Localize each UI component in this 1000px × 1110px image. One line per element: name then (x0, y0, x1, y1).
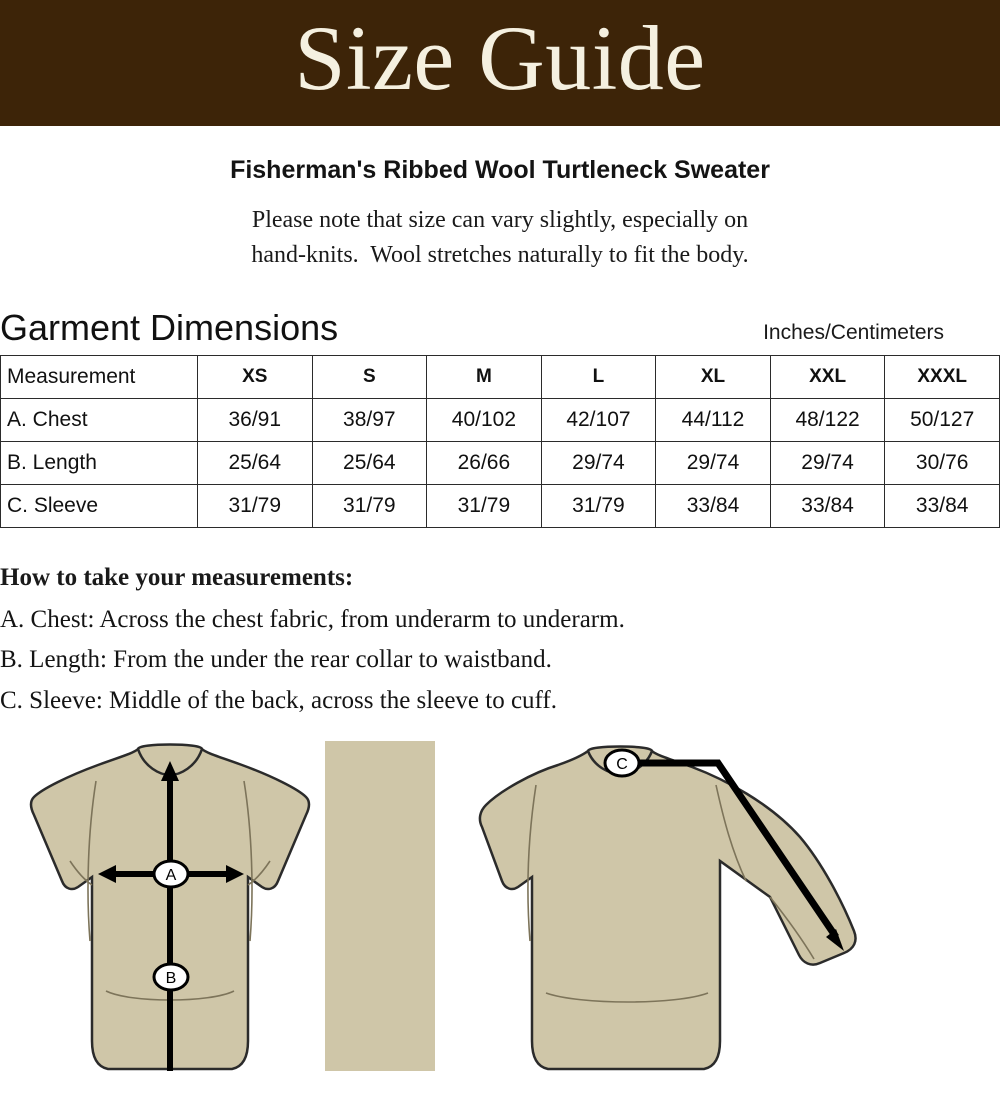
cell-chest-xxl: 48/122 (770, 398, 885, 441)
size-note (0, 203, 1000, 273)
garment-dimensions-title: Garment Dimensions (0, 306, 339, 348)
table-row (1, 398, 1000, 441)
cell-length-xl: 29/74 (656, 441, 771, 484)
cell-chest-l: 42/107 (541, 398, 656, 441)
cell-chest-xs: 36/91 (197, 398, 312, 441)
column-header-xxl: XXL (770, 355, 885, 398)
cell-length-l: 29/74 (541, 441, 656, 484)
column-header-xs: XS (197, 355, 312, 398)
marker-c-label: C (616, 756, 628, 774)
marker-b-label: B (165, 970, 177, 988)
product-name: Fisherman's Ribbed Wool Turtleneck Sweater (230, 156, 770, 184)
cell-length-s: 25/64 (312, 441, 427, 484)
header-banner (0, 0, 1000, 126)
cell-chest-xl: 44/112 (656, 398, 771, 441)
garment-dimensions-header (0, 305, 1000, 355)
marker-a-label: A (165, 867, 177, 885)
row-label-length: B. Length (1, 441, 198, 484)
table-row (1, 484, 1000, 527)
fabric-swatch (325, 741, 435, 1071)
back-garment-illustration (470, 741, 890, 1071)
how-to-measure-title: How to take your measurements: (0, 563, 354, 591)
column-header-m: M (427, 355, 542, 398)
front-garment-illustration (10, 741, 330, 1071)
cell-sleeve-xxl: 33/84 (770, 484, 885, 527)
size-note-line-2: hand-knits. Wool stretches naturally to fit the body. (251, 241, 749, 268)
cell-length-m: 26/66 (427, 441, 542, 484)
cell-sleeve-s: 31/79 (312, 484, 427, 527)
row-label-sleeve: C. Sleeve (1, 484, 198, 527)
units-label: Inches/Centimeters (763, 320, 944, 344)
marker-c (605, 750, 639, 776)
table-row (1, 441, 1000, 484)
column-header-xl: XL (656, 355, 771, 398)
column-header-l: L (541, 355, 656, 398)
cell-chest-s: 38/97 (312, 398, 427, 441)
cell-chest-xxxl: 50/127 (885, 398, 1000, 441)
cell-sleeve-xxxl: 33/84 (885, 484, 1000, 527)
column-header-s: S (312, 355, 427, 398)
table-header-row (1, 355, 1000, 398)
size-chart-table (0, 355, 1000, 528)
cell-length-xxxl: 30/76 (885, 441, 1000, 484)
column-header-xxxl: XXXL (885, 355, 1000, 398)
marker-a (154, 861, 188, 887)
how-to-measure-sleeve: C. Sleeve: Middle of the back, across the sleeve to cuff. (0, 686, 558, 714)
column-header-measurement: Measurement (1, 355, 198, 398)
marker-b (154, 964, 188, 990)
cell-sleeve-xs: 31/79 (197, 484, 312, 527)
cell-sleeve-xl: 33/84 (656, 484, 771, 527)
how-to-measure-length: B. Length: From the under the rear collar to waistband. (0, 646, 552, 674)
back-sweater-shape (480, 747, 856, 1070)
how-to-measure-chest: A. Chest: Across the chest fabric, from underarm to underarm. (0, 605, 625, 633)
page-title: Size Guide (294, 7, 706, 109)
size-note-line-1: Please note that size can vary slightly, especially on (251, 207, 749, 233)
cell-length-xxl: 29/74 (770, 441, 885, 484)
cell-sleeve-l: 31/79 (541, 484, 656, 527)
cell-length-xs: 25/64 (197, 441, 312, 484)
cell-sleeve-m: 31/79 (427, 484, 542, 527)
row-label-chest: A. Chest (1, 398, 198, 441)
cell-chest-m: 40/102 (427, 398, 542, 441)
garment-illustrations (0, 741, 1000, 1071)
